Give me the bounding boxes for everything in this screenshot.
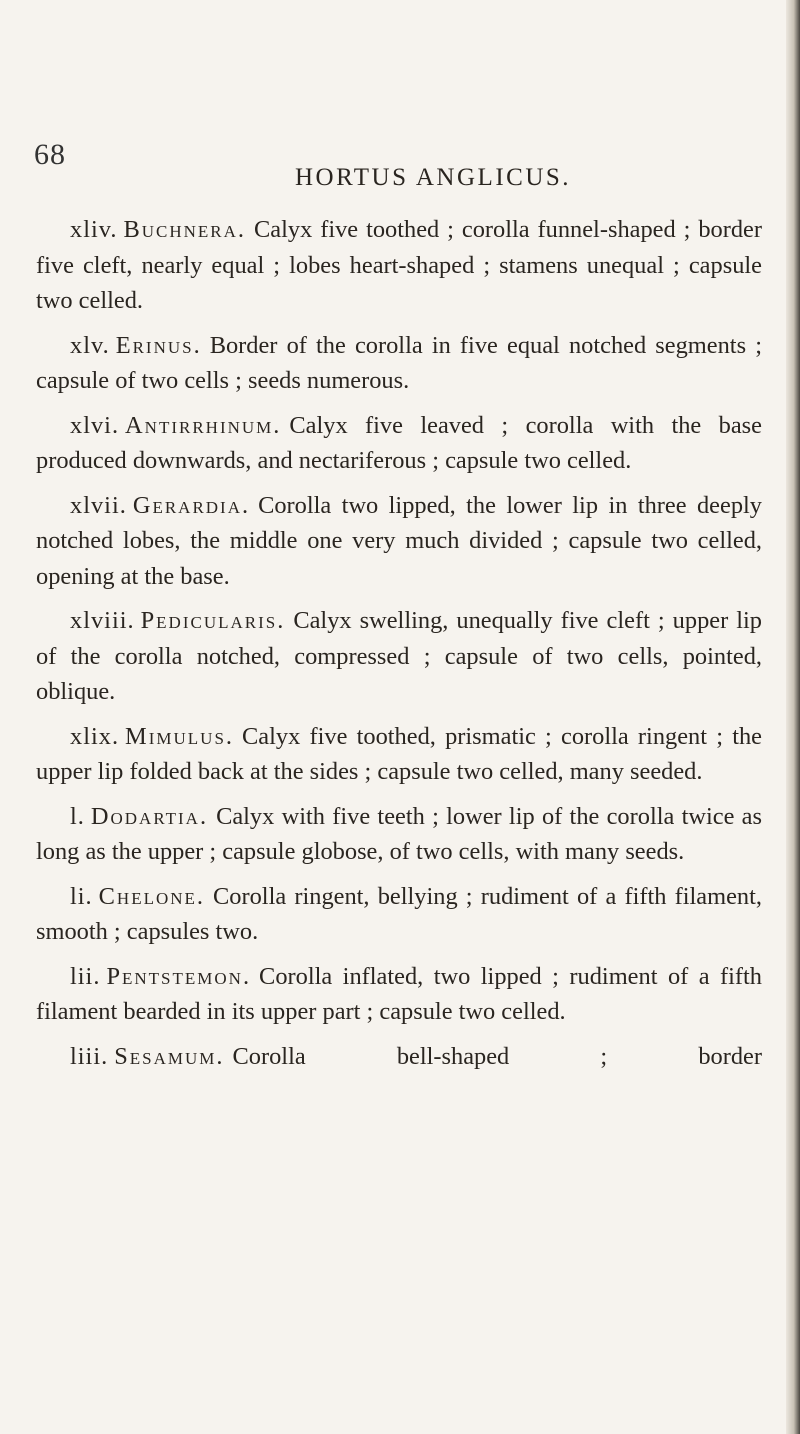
entry-numeral: li. (70, 882, 93, 910)
genus-name: Dodartia. (90, 802, 209, 830)
continued-entry-line (36, 1039, 762, 1075)
genus-entry (36, 959, 762, 1030)
genus-entry (36, 799, 762, 870)
genus-entry (36, 488, 762, 595)
genus-description: Calyx swelling, unequally five cleft ; upper lip of the corolla notched, compressed ; capsule of two cells, pointed, oblique. (36, 607, 762, 705)
entry-numeral: lii. (70, 962, 101, 990)
genus-name: Sesamum. (114, 1042, 225, 1070)
genus-description: Calyx five toothed ; corolla funnel-shaped ; border five cleft, nearly equal ; lobes heart-shaped ; stamens unequal ; capsule two celled. (36, 216, 762, 314)
genus-description: Corolla bell-shaped ; border (232, 1042, 762, 1070)
genus-description: Corolla inflated, two lipped ; rudiment of a fifth filament bearded in its upper part ; capsule two celled. (36, 962, 762, 1025)
entry-numeral: l. (70, 802, 85, 830)
entry-numeral: xlix. (70, 722, 120, 750)
genus-entries (36, 212, 762, 1074)
page-number: 68 (34, 138, 66, 171)
genus-entry (36, 328, 762, 399)
genus-name: Pentstemon. (106, 962, 252, 990)
entry-numeral: liii. (70, 1042, 109, 1070)
genus-description: Calyx with five teeth ; lower lip of the corolla twice as long as the upper ; capsule globose, of two cells, with many seeds. (36, 802, 762, 865)
genus-name: Pedicularis. (140, 607, 286, 634)
entry-numeral: xlv. (70, 331, 110, 359)
running-head: HORTUS ANGLICUS. (295, 164, 572, 191)
page-edge-shadow (786, 0, 800, 1434)
genus-name: Antirrhinum. (125, 411, 282, 439)
genus-entry (36, 879, 762, 950)
entry-numeral: xlvii. (70, 491, 127, 519)
entry-numeral: xlviii. (70, 607, 135, 634)
genus-name: Mimulus. (125, 722, 235, 750)
genus-entry (36, 408, 762, 479)
genus-name: Gerardia. (132, 491, 251, 519)
genus-entry (36, 603, 762, 710)
genus-name: Erinus. (115, 331, 202, 359)
genus-description: Calyx five toothed, prismatic ; corolla ringent ; the upper lip folded back at the sides ; capsule two celled, many seeded. (36, 722, 762, 785)
entry-numeral: xliv. (70, 216, 118, 243)
genus-name: Buchnera. (123, 216, 247, 243)
genus-description: Calyx five leaved ; corolla with the base produced downwards, and nectariferous ; capsule two celled. (36, 411, 762, 474)
genus-entry (36, 719, 762, 790)
genus-name: Chelone. (98, 882, 206, 910)
genus-description: Corolla two lipped, the lower lip in three deeply notched lobes, the middle one very much divided ; capsule two celled, opening at the base. (36, 491, 762, 590)
genus-description: Corolla ringent, bellying ; rudiment of a fifth filament, smooth ; capsules two. (36, 882, 762, 945)
genus-description: Border of the corolla in five equal notched segments ; capsule of two cells ; seeds numerous. (36, 331, 762, 394)
entry-numeral: xlvi. (70, 411, 120, 439)
genus-entry (36, 212, 762, 319)
